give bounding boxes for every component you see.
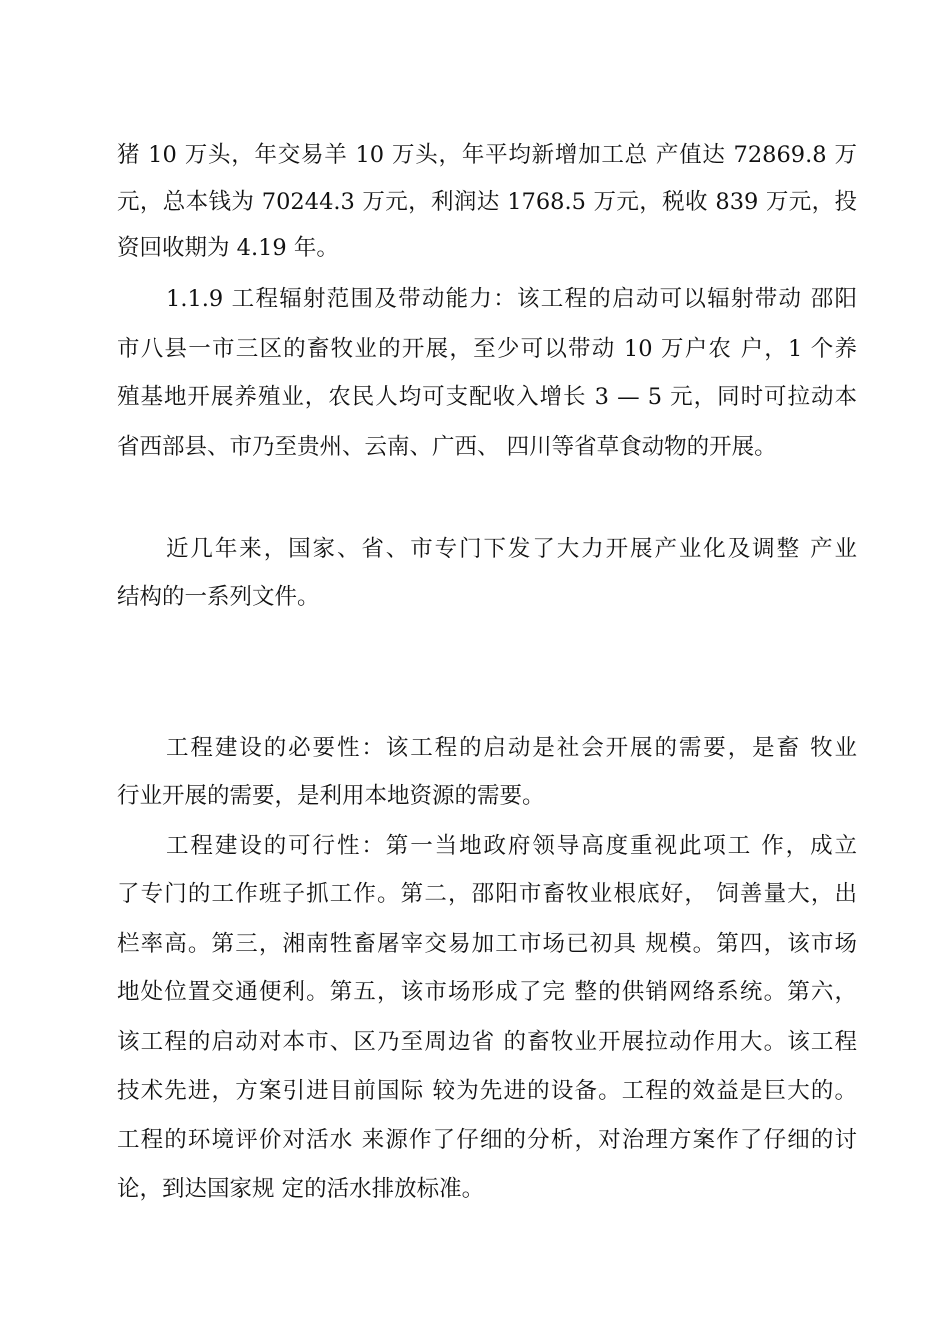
text-line: 殖基地开展养殖业，农民人均可支配收入增长 3 — 5 元，同时可拉动本 (117, 384, 857, 410)
text-line: 该工程的启动对本市、区乃至周边省 的畜牧业开展拉动作用大。该工程 (117, 1029, 857, 1055)
text-line: 工程建设的可行性：第一当地政府领导高度重视此项工 作，成立 (166, 833, 857, 859)
text-line: 技术先进，方案引进目前国际 较为先进的设备。工程的效益是巨大的。 (117, 1078, 857, 1104)
text-line: 行业开展的需要，是利用本地资源的需要。 (117, 783, 545, 809)
text-line: 元，总本钱为 70244.3 万元，利润达 1768.5 万元，税收 839 万元，投 (117, 189, 857, 215)
text-line: 工程的环境评价对活水 来源作了仔细的分析，对治理方案作了仔细的讨 (117, 1127, 857, 1153)
text-line: 工程建设的必要性：该工程的启动是社会开展的需要，是畜 牧业 (166, 735, 857, 761)
text-line: 1.1.9 工程辐射范围及带动能力：该工程的启动可以辐射带动 邵阳 (166, 286, 857, 312)
text-line: 地处位置交通便利。第五，该市场形成了完 整的供销网络系统。第六， (117, 979, 857, 1005)
text-line: 近几年来，国家、省、市专门下发了大力开展产业化及调整 产业 (166, 536, 857, 562)
text-line: 了专门的工作班子抓工作。第二，邵阳市畜牧业根底好， 饲善量大，出 (117, 881, 857, 907)
text-line: 栏率高。第三，湘南牲畜屠宰交易加工市场已初具 规模。第四，该市场 (117, 931, 857, 957)
text-line: 论，到达国家规 定的活水排放标准。 (117, 1176, 485, 1202)
text-line: 结构的一系列文件。 (117, 584, 320, 610)
text-line: 资回收期为 4.19 年。 (117, 235, 339, 261)
text-line: 省西部县、市乃至贵州、云南、广西、 四川等省草食动物的开展。 (117, 434, 777, 460)
text-line: 市八县一市三区的畜牧业的开展，至少可以带动 10 万户农 户，1 个养 (117, 336, 857, 362)
text-line: 猪 10 万头，年交易羊 10 万头，年平均新增加工总 产值达 72869.8 万 (117, 142, 857, 168)
